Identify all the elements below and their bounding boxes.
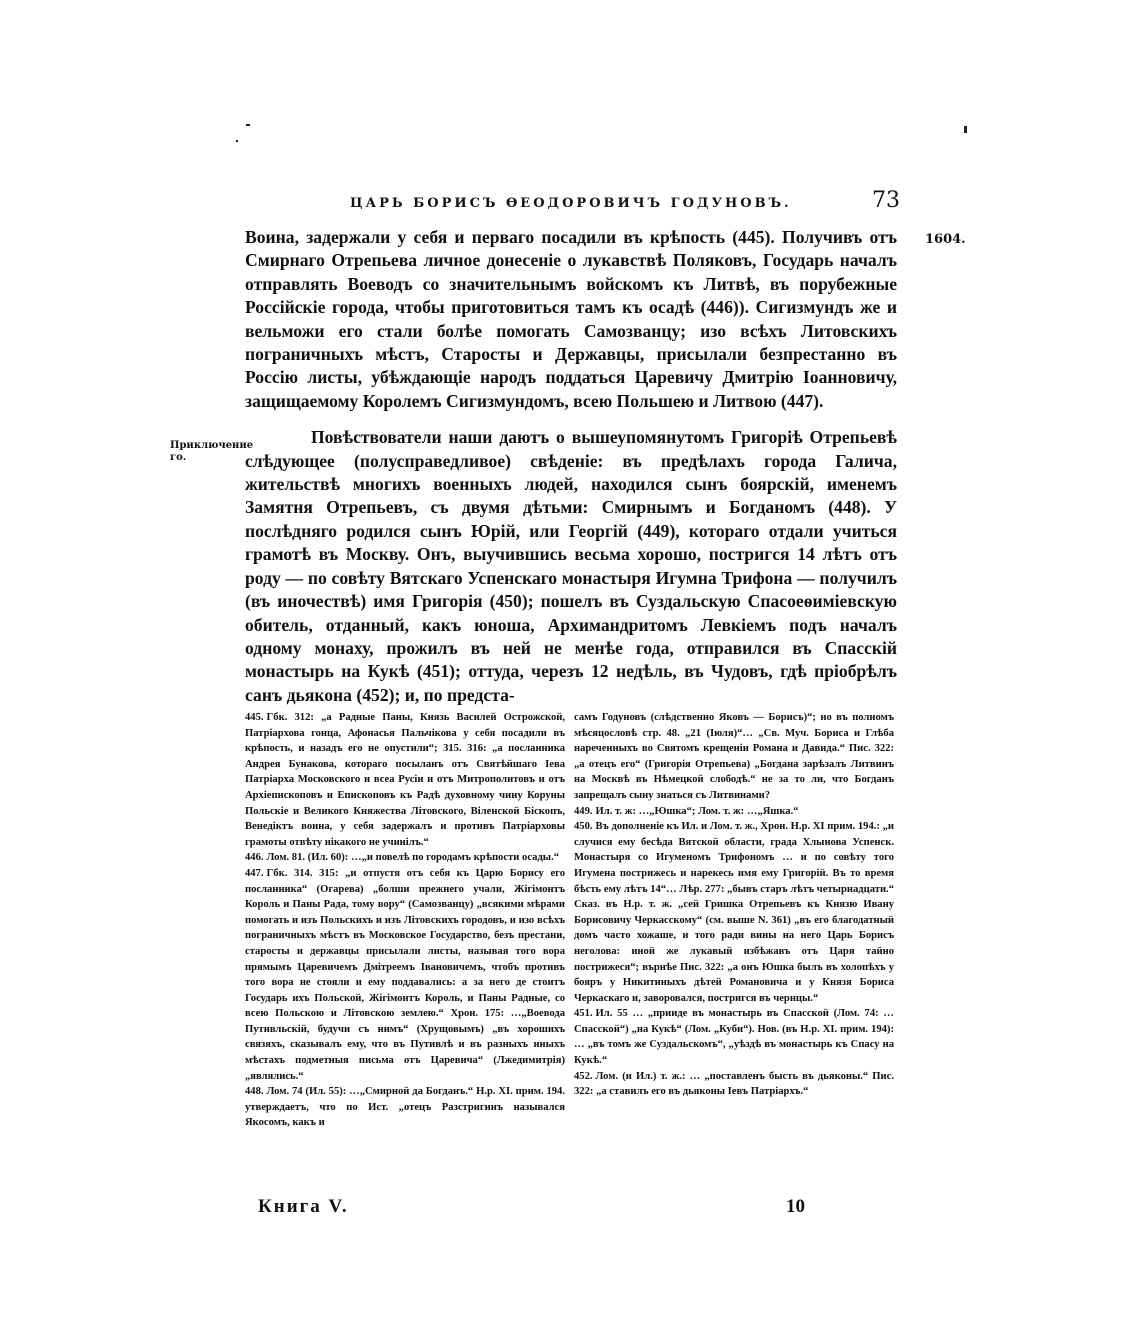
paragraph-1: Воина, задержали у себя и перваго посадили въ крѣпость (445). Получивъ отъ Смирнаго Отрепьева личное донесеніе о лукавствѣ Поляковъ, Государь началъ отправлять Воеводъ со значительнымъ войскомъ къ Литвѣ, въ порубежные Россійскіе города, чтобы приготовиться тамъ къ осадѣ (446)). Сигизмундъ же и вельможи его стали болѣе помогать Самозванцу; изо всѣхъ Литовскихъ пограничныхъ мѣстъ, Старосты и Державцы, присылали безпрестанно въ Россію листы, убѣждающіе народъ поддаться Царевичу Дмитрію Іоанновичу, защищаемому Королемъ Сигизмундомъ, всею Польшею и Литвою (447). <box>245 227 897 411</box>
footnote <box>574 804 894 820</box>
footnote <box>574 819 894 1006</box>
footnote-text: Лом. (и Ил.) т. ж.: … „поставленъ бысть въ дьяконы.“ Пис. 322: „а ставилъ его въ дьяконы Іевъ Патріархъ.“ <box>574 1070 894 1098</box>
footnote <box>574 1069 894 1100</box>
footnote <box>245 850 565 866</box>
margin-note: Приключение го. <box>170 440 254 463</box>
footnote <box>574 1006 894 1068</box>
footnote-number: 446. <box>245 852 264 864</box>
margin-year: 1604. <box>925 232 966 247</box>
footnote-number: 452. <box>574 1070 593 1082</box>
footnote-number: 445. <box>245 712 264 723</box>
footnotes-right-column <box>574 710 894 1100</box>
footnote-text: Ил. т. ж: …„Юшка“; Лом. т. ж: …„Яшка.“ <box>595 805 799 817</box>
scan-speck <box>236 140 238 142</box>
main-text <box>245 226 897 707</box>
footnotes-left-column <box>245 710 565 1131</box>
footnote-text: Ил. 55 … „прииде въ монастырь въ Спасской (Лом. 74: … Спасской“) „на Кукѣ“ (Лом. „Куби“). Нов. (въ Н.р. XI. прим. 194): … „въ томъ же Суздальскомъ“, „уѣздѣ въ монастырь къ Спасу на Кукѣ.“ <box>574 1008 894 1067</box>
footnote-number: 447. <box>245 867 264 879</box>
footnote <box>574 710 894 804</box>
footnote-number: 449. <box>574 805 593 817</box>
running-header <box>350 188 910 218</box>
footnote <box>245 866 565 1084</box>
printer-signature: 10 <box>786 1196 805 1217</box>
footnote <box>245 1084 565 1131</box>
footnote-text: Гбк. 312: „а Радные Паны, Князь Василей Острожской, Патріархова гонца, Афонасья Пальчікова у себя посадили въ крѣпость, и назадъ его не опустили“; 315. 316: „а посланника Андрея Бунакова, котораго посыланъ отъ Святѣйшаго Іева Патріарха Московского и всеа Русіи и отъ Митрополитовъ и отъ Архіепископовъ и Епископовъ къ Радѣ духовному чину Коруны Польскіе и Великого Княжества Літовского, Віленской Біскопъ, Венедіктъ воина, у себя задержалъ и противъ Патріарховы грамоты отвѣту нікакого не учинілъ.“ <box>245 712 565 848</box>
footnote-text: Гбк. 314. 315: „и отпустя отъ себя къ Царю Борису его посланника“ (Огарева) „болши прежнего учали, Жігімонтъ Король и Паны Рада, тому вору“ (Самозванцу) „всякими мѣрами помогать и изъ Польскихъ и изъ Літовскихъ городовъ, и изо всѣхъ пограничныхъ мѣстъ въ Московское Государство, безъ престани, старосты и державцы присылали листы, называя того вора прямымъ Царевичемъ Дмітреемъ Івановичемъ, чтобъ противъ того вора не стояли и ему поддавались: а за него де стоитъ Государь ихъ Польской, Жігімонтъ Король, и Паны Радные, со всею Польскою и Літовскою землею.“ Хрон. 175: …„Воевода Путивльскій, будучи съ нимъ“ (Хрущовымъ) „въ хорошихъ связяхъ, сказывалъ ему, что въ Путивлѣ и въ разныхъ иныхъ мѣстахъ подметныя письма отъ Царевича“ (Лжедимитрія) „являлись.“ <box>245 867 565 1082</box>
footnote-number: 450. <box>574 821 593 833</box>
footnote-text: Лом. 74 (Ил. 55): …„Смирной да Богданъ.“ Н.р. XI. прим. 194. утверждаетъ, что по Ист. „отецъ Разстригинъ назывался Якосомъ, какъ и <box>245 1086 565 1129</box>
footnote-text: Лом. 81. (Ил. 60): …„и повелѣ по городамъ крѣпости осады.“ <box>266 852 560 864</box>
running-title: ЦАРЬ БОРИСЪ ѲЕОДОРОВИЧЪ ГОДУНОВЪ. <box>350 196 792 211</box>
paragraph-2: Повѣствователи наши даютъ о вышеупомянутомъ Григоріѣ Отрепьевѣ слѣдующее (полусправедливое) свѣденіе: въ предѣлахъ города Галича, жительствѣ многихъ военныхъ людей, находился сынъ боярскій, именемъ Замятня Отрепьевъ, съ двумя дѣтьми: Смирнымъ и Богданомъ (448). У послѣдняго родился сынъ Юрій, или Георгій (449), котораго отдали учиться грамотѣ въ Москву. Онъ, выучившись весьма хорошо, постригся 14 лѣтъ отъ роду — по совѣту Вятскаго Успенскаго монастыря Игумна Трифона — получилъ (въ иночествѣ) имя Григорія (450); пошелъ въ Суздальскую Спасоеѳиміевскую обитель, отданный, какъ юноша, Архимандритомъ Левкіемъ подъ началъ одному монаху, прожилъ въ ней не менѣе года, отправился въ Спасскій монастырь на Кукѣ (451); оттуда, черезъ 12 недѣль, въ Чудовъ, гдѣ пріобрѣлъ санъ дьякона (452); и, по предста- <box>245 427 897 705</box>
footnote-number: 451. <box>574 1008 593 1020</box>
footnote-text: самъ Годуновъ (слѣдственно Яковъ — Борисъ)“; но въ полномъ мѣсяцословѣ стр. 48. „21 (Іюля)“… „Св. Муч. Бориса и Глѣба нареченныхъ во Святомъ крещеніи Романа и Давида.“ Пис. 322: „а отецъ его“ (Григорія Отрепьева) „Богдана зарѣзалъ Литвинъ на Москвѣ въ Нѣмецкой слободѣ.“ не за то ли, что Богданъ запрещалъ сыну знаться съ Литвинами? <box>574 712 894 801</box>
footnote-text: Въ дополненіе къ Ил. и Лом. т. ж., Хрон. Н.р. XI прим. 194.: „и случися ему бесѣда Вятской области, града Хлынова Успенск. Монастыря со Игуменомъ Трифономъ … и по совѣту того Игумена пострижесь и нарекесь имя ему Григорій. Въ то время бѣсть ему лѣтъ 14“… Лѣр. 277: „бывъ старъ лѣтъ четырнадцати.“ Сказ. въ Н.р. т. ж. „сей Гришка Отрепьевъ къ Князю Ивану Борисовичу Черкасскому“ (см. выше N. 361) „въ его благодатный домъ часто хожаше, и того ради вины на него Царь Борисъ неголова: иной же лукавый избѣжавъ отъ Царя тайно пострижеся“; върнѣе Пис. 322: „а онъ Юшка былъ въ холопѣхъ у бояръ у Никитиныхъ дѣтей Романовича и у Князя Бориса Черкаскаго и, заворовался, постригся въ чернцы.“ <box>574 821 894 1004</box>
scan-speck <box>964 126 967 133</box>
page-number: 73 <box>872 188 900 213</box>
footnote-number: 448. <box>245 1086 264 1098</box>
scan-speck <box>246 124 250 126</box>
book-signature: Книга V. <box>258 1196 349 1217</box>
footnote <box>245 710 565 850</box>
